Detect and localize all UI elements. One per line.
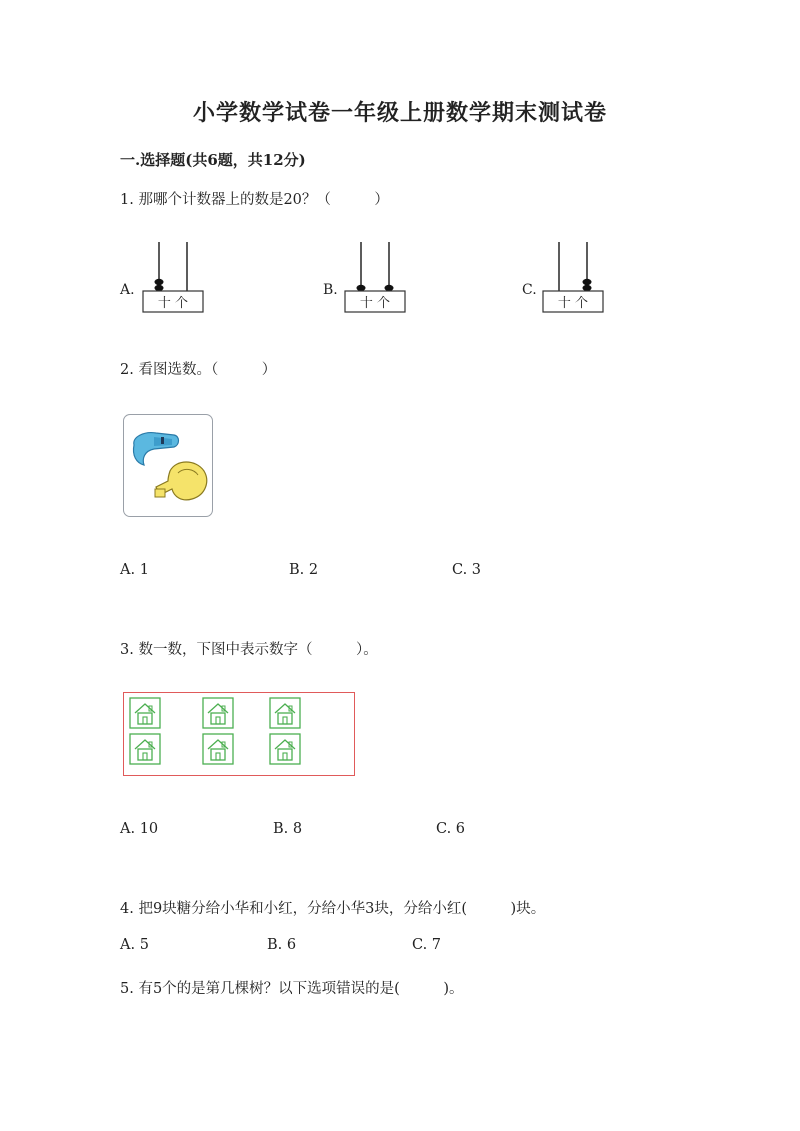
- q1-option-b-place-labels: 十 个: [359, 296, 391, 311]
- question-2-text: 2. 看图选数。（ ）: [120, 362, 277, 378]
- question-1-text: 1. 那哪个计数器上的数是20？（ ）: [120, 192, 389, 208]
- house-icon: [130, 734, 160, 764]
- house-icon: [270, 698, 300, 728]
- house-icon: [203, 698, 233, 728]
- house-icon: [270, 734, 300, 764]
- q3-houses: [123, 692, 355, 776]
- question-3-text: 3. 数一数，下图中表示数字（ ）。: [120, 642, 378, 658]
- q2-option-c: C. 3: [452, 562, 482, 578]
- q1-option-b-label: B.: [323, 282, 338, 298]
- q1-option-a-label: A.: [120, 282, 135, 298]
- tape-measure-icon: [133, 433, 178, 465]
- q2-option-a: A. 1: [120, 562, 149, 578]
- whistle-icon: [155, 462, 207, 500]
- q1-option-c-place-labels: 十 个: [557, 296, 589, 311]
- question-5-text: 5. 有5个的是第几棵树？以下选项错误的是( )。: [120, 981, 464, 997]
- q1-option-c-label: C.: [522, 282, 537, 298]
- house-icon: [130, 698, 160, 728]
- page-title: 小学数学试卷一年级上册数学期末测试卷: [192, 100, 607, 126]
- q3-option-b: B. 8: [273, 821, 303, 837]
- house-icon: [203, 734, 233, 764]
- q1-option-a-place-labels: 十 个: [157, 296, 189, 311]
- q4-option-c: C. 7: [412, 937, 442, 953]
- q1-option-c-abacus: [540, 238, 606, 318]
- q3-option-a: A. 10: [120, 821, 159, 837]
- question-4-text: 4. 把9块糖分给小华和小红，分给小华3块，分给小红( )块。: [120, 901, 546, 917]
- q2-picture-art: [124, 415, 213, 517]
- section-heading: 一.选择题(共6题，共12分): [120, 151, 306, 169]
- q3-option-c: C. 6: [436, 821, 466, 837]
- q2-option-b: B. 2: [289, 562, 319, 578]
- q2-picture: [123, 414, 213, 517]
- q1-option-a-abacus: [140, 238, 206, 318]
- q4-option-a: A. 5: [120, 937, 149, 953]
- q1-option-b-abacus: [342, 238, 408, 318]
- q4-option-b: B. 6: [267, 937, 297, 953]
